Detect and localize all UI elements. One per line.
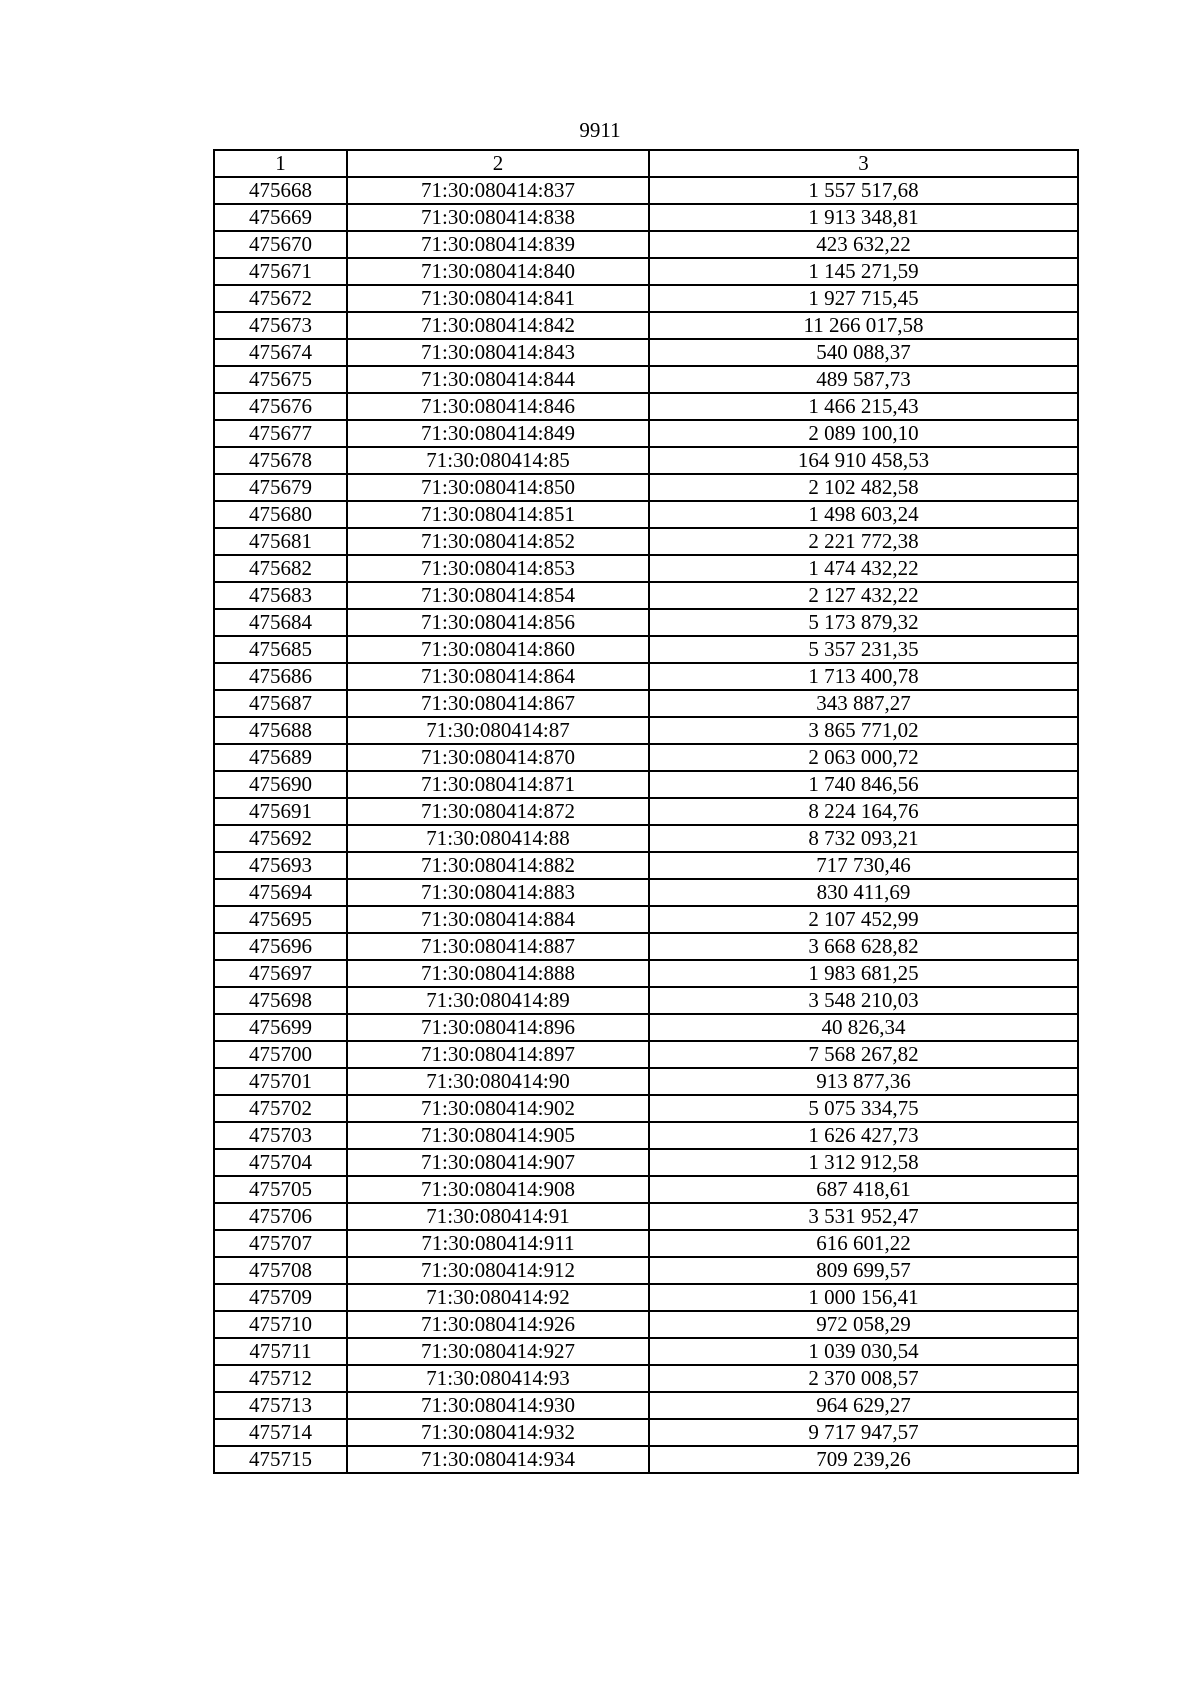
cadastral-number-cell: 71:30:080414:864 [347, 663, 649, 690]
value-cell: 5 173 879,32 [649, 609, 1078, 636]
row-number-cell: 475700 [214, 1041, 347, 1068]
cadastral-number-cell: 71:30:080414:872 [347, 798, 649, 825]
table-row [214, 1149, 1078, 1176]
row-number-cell: 475694 [214, 879, 347, 906]
row-number-cell: 475706 [214, 1203, 347, 1230]
row-number-cell: 475680 [214, 501, 347, 528]
table-row [214, 501, 1078, 528]
table-row [214, 393, 1078, 420]
value-cell: 8 732 093,21 [649, 825, 1078, 852]
value-cell: 5 075 334,75 [649, 1095, 1078, 1122]
table-row [214, 798, 1078, 825]
table-row [214, 1230, 1078, 1257]
table-row [214, 744, 1078, 771]
table-row [214, 582, 1078, 609]
table-row [214, 825, 1078, 852]
row-number-cell: 475693 [214, 852, 347, 879]
row-number-cell: 475695 [214, 906, 347, 933]
cadastral-number-cell: 71:30:080414:871 [347, 771, 649, 798]
value-cell: 687 418,61 [649, 1176, 1078, 1203]
table-row [214, 1122, 1078, 1149]
row-number-cell: 475710 [214, 1311, 347, 1338]
row-number-cell: 475685 [214, 636, 347, 663]
value-cell: 2 127 432,22 [649, 582, 1078, 609]
row-number-cell: 475679 [214, 474, 347, 501]
table-row [214, 528, 1078, 555]
value-cell: 1 145 271,59 [649, 258, 1078, 285]
value-cell: 2 063 000,72 [649, 744, 1078, 771]
value-cell: 1 312 912,58 [649, 1149, 1078, 1176]
cadastral-number-cell: 71:30:080414:87 [347, 717, 649, 744]
value-cell: 717 730,46 [649, 852, 1078, 879]
table-row [214, 1284, 1078, 1311]
cadastral-number-cell: 71:30:080414:849 [347, 420, 649, 447]
row-number-cell: 475698 [214, 987, 347, 1014]
cadastral-number-cell: 71:30:080414:860 [347, 636, 649, 663]
value-cell: 2 221 772,38 [649, 528, 1078, 555]
value-cell: 164 910 458,53 [649, 447, 1078, 474]
cadastral-number-cell: 71:30:080414:837 [347, 177, 649, 204]
table-row [214, 474, 1078, 501]
row-number-cell: 475688 [214, 717, 347, 744]
table-row [214, 312, 1078, 339]
table-row [214, 258, 1078, 285]
table-row [214, 1419, 1078, 1446]
row-number-cell: 475671 [214, 258, 347, 285]
value-cell: 964 629,27 [649, 1392, 1078, 1419]
cadastral-number-cell: 71:30:080414:867 [347, 690, 649, 717]
cadastral-number-cell: 71:30:080414:93 [347, 1365, 649, 1392]
cadastral-number-cell: 71:30:080414:838 [347, 204, 649, 231]
cadastral-number-cell: 71:30:080414:926 [347, 1311, 649, 1338]
table-row [214, 852, 1078, 879]
table-row [214, 1068, 1078, 1095]
cadastral-number-cell: 71:30:080414:908 [347, 1176, 649, 1203]
row-number-cell: 475674 [214, 339, 347, 366]
table-row [214, 177, 1078, 204]
value-cell: 1 557 517,68 [649, 177, 1078, 204]
value-cell: 2 107 452,99 [649, 906, 1078, 933]
cadastral-number-cell: 71:30:080414:839 [347, 231, 649, 258]
cadastral-number-cell: 71:30:080414:88 [347, 825, 649, 852]
row-number-cell: 475705 [214, 1176, 347, 1203]
table-row [214, 609, 1078, 636]
value-cell: 1 740 846,56 [649, 771, 1078, 798]
row-number-cell: 475711 [214, 1338, 347, 1365]
table-row [214, 987, 1078, 1014]
value-cell: 1 713 400,78 [649, 663, 1078, 690]
cadastral-number-cell: 71:30:080414:912 [347, 1257, 649, 1284]
cadastral-number-cell: 71:30:080414:854 [347, 582, 649, 609]
row-number-cell: 475686 [214, 663, 347, 690]
row-number-cell: 475669 [214, 204, 347, 231]
cadastral-number-cell: 71:30:080414:905 [347, 1122, 649, 1149]
cadastral-number-cell: 71:30:080414:850 [347, 474, 649, 501]
page-number: 9911 [579, 118, 621, 142]
cadastral-number-cell: 71:30:080414:887 [347, 933, 649, 960]
table-row [214, 1041, 1078, 1068]
table-row [214, 447, 1078, 474]
value-cell: 1 039 030,54 [649, 1338, 1078, 1365]
cadastral-number-cell: 71:30:080414:851 [347, 501, 649, 528]
value-cell: 2 370 008,57 [649, 1365, 1078, 1392]
value-cell: 913 877,36 [649, 1068, 1078, 1095]
row-number-cell: 475715 [214, 1446, 347, 1473]
value-cell: 343 887,27 [649, 690, 1078, 717]
row-number-cell: 475697 [214, 960, 347, 987]
row-number-cell: 475703 [214, 1122, 347, 1149]
table-row [214, 420, 1078, 447]
row-number-cell: 475690 [214, 771, 347, 798]
table-row [214, 366, 1078, 393]
row-number-cell: 475702 [214, 1095, 347, 1122]
cadastral-number-cell: 71:30:080414:853 [347, 555, 649, 582]
value-cell: 3 531 952,47 [649, 1203, 1078, 1230]
row-number-cell: 475708 [214, 1257, 347, 1284]
row-number-cell: 475678 [214, 447, 347, 474]
cadastral-number-cell: 71:30:080414:844 [347, 366, 649, 393]
table-row [214, 879, 1078, 906]
value-cell: 1 000 156,41 [649, 1284, 1078, 1311]
row-number-cell: 475707 [214, 1230, 347, 1257]
cadastral-number-cell: 71:30:080414:927 [347, 1338, 649, 1365]
table-row [214, 285, 1078, 312]
value-cell: 423 632,22 [649, 231, 1078, 258]
value-cell: 2 089 100,10 [649, 420, 1078, 447]
value-cell: 1 474 432,22 [649, 555, 1078, 582]
row-number-cell: 475713 [214, 1392, 347, 1419]
column-header: 1 [214, 150, 347, 177]
value-cell: 1 626 427,73 [649, 1122, 1078, 1149]
table-row [214, 1095, 1078, 1122]
cadastral-number-cell: 71:30:080414:897 [347, 1041, 649, 1068]
value-cell: 616 601,22 [649, 1230, 1078, 1257]
table-row [214, 1014, 1078, 1041]
value-cell: 972 058,29 [649, 1311, 1078, 1338]
row-number-cell: 475673 [214, 312, 347, 339]
value-cell: 3 865 771,02 [649, 717, 1078, 744]
cadastral-number-cell: 71:30:080414:89 [347, 987, 649, 1014]
value-cell: 489 587,73 [649, 366, 1078, 393]
row-number-cell: 475675 [214, 366, 347, 393]
cadastral-number-cell: 71:30:080414:896 [347, 1014, 649, 1041]
table-row [214, 1257, 1078, 1284]
row-number-cell: 475676 [214, 393, 347, 420]
table-body [214, 150, 1078, 1473]
value-cell: 40 826,34 [649, 1014, 1078, 1041]
value-cell: 1 983 681,25 [649, 960, 1078, 987]
row-number-cell: 475677 [214, 420, 347, 447]
row-number-cell: 475709 [214, 1284, 347, 1311]
value-cell: 7 568 267,82 [649, 1041, 1078, 1068]
cadastral-number-cell: 71:30:080414:852 [347, 528, 649, 555]
row-number-cell: 475691 [214, 798, 347, 825]
cadastral-number-cell: 71:30:080414:884 [347, 906, 649, 933]
row-number-cell: 475687 [214, 690, 347, 717]
table-row [214, 933, 1078, 960]
value-cell: 1 927 715,45 [649, 285, 1078, 312]
value-cell: 830 411,69 [649, 879, 1078, 906]
row-number-cell: 475704 [214, 1149, 347, 1176]
row-number-cell: 475683 [214, 582, 347, 609]
row-number-cell: 475692 [214, 825, 347, 852]
cadastral-number-cell: 71:30:080414:870 [347, 744, 649, 771]
value-cell: 709 239,26 [649, 1446, 1078, 1473]
row-number-cell: 475699 [214, 1014, 347, 1041]
cadastral-number-cell: 71:30:080414:856 [347, 609, 649, 636]
cadastral-number-cell: 71:30:080414:882 [347, 852, 649, 879]
row-number-cell: 475684 [214, 609, 347, 636]
table-row [214, 555, 1078, 582]
column-header: 2 [347, 150, 649, 177]
row-number-cell: 475696 [214, 933, 347, 960]
value-cell: 1 498 603,24 [649, 501, 1078, 528]
row-number-cell: 475670 [214, 231, 347, 258]
cadastral-number-cell: 71:30:080414:843 [347, 339, 649, 366]
table-row [214, 663, 1078, 690]
row-number-cell: 475712 [214, 1365, 347, 1392]
cadastral-number-cell: 71:30:080414:91 [347, 1203, 649, 1230]
value-cell: 11 266 017,58 [649, 312, 1078, 339]
table-row [214, 690, 1078, 717]
cadastral-number-cell: 71:30:080414:934 [347, 1446, 649, 1473]
cadastral-number-cell: 71:30:080414:841 [347, 285, 649, 312]
table-row [214, 204, 1078, 231]
cadastral-number-cell: 71:30:080414:90 [347, 1068, 649, 1095]
row-number-cell: 475689 [214, 744, 347, 771]
value-cell: 1 913 348,81 [649, 204, 1078, 231]
table-row [214, 771, 1078, 798]
value-cell: 1 466 215,43 [649, 393, 1078, 420]
data-table [213, 149, 1079, 1474]
table-row [214, 1446, 1078, 1473]
value-cell: 5 357 231,35 [649, 636, 1078, 663]
row-number-cell: 475714 [214, 1419, 347, 1446]
value-cell: 2 102 482,58 [649, 474, 1078, 501]
cadastral-number-cell: 71:30:080414:846 [347, 393, 649, 420]
cadastral-number-cell: 71:30:080414:92 [347, 1284, 649, 1311]
cadastral-number-cell: 71:30:080414:842 [347, 312, 649, 339]
table-row [214, 1392, 1078, 1419]
value-cell: 8 224 164,76 [649, 798, 1078, 825]
table-row [214, 1203, 1078, 1230]
table-row [214, 717, 1078, 744]
value-cell: 3 668 628,82 [649, 933, 1078, 960]
row-number-cell: 475681 [214, 528, 347, 555]
cadastral-number-cell: 71:30:080414:840 [347, 258, 649, 285]
cadastral-number-cell: 71:30:080414:911 [347, 1230, 649, 1257]
cadastral-number-cell: 71:30:080414:902 [347, 1095, 649, 1122]
table-row [214, 339, 1078, 366]
table-row [214, 1311, 1078, 1338]
table-header-row [214, 150, 1078, 177]
cadastral-number-cell: 71:30:080414:932 [347, 1419, 649, 1446]
value-cell: 540 088,37 [649, 339, 1078, 366]
cadastral-number-cell: 71:30:080414:888 [347, 960, 649, 987]
table-row [214, 231, 1078, 258]
value-cell: 3 548 210,03 [649, 987, 1078, 1014]
row-number-cell: 475672 [214, 285, 347, 312]
row-number-cell: 475701 [214, 1068, 347, 1095]
cadastral-number-cell: 71:30:080414:883 [347, 879, 649, 906]
row-number-cell: 475668 [214, 177, 347, 204]
cadastral-number-cell: 71:30:080414:907 [347, 1149, 649, 1176]
column-header: 3 [649, 150, 1078, 177]
row-number-cell: 475682 [214, 555, 347, 582]
cadastral-number-cell: 71:30:080414:85 [347, 447, 649, 474]
value-cell: 9 717 947,57 [649, 1419, 1078, 1446]
cadastral-number-cell: 71:30:080414:930 [347, 1392, 649, 1419]
table-row [214, 636, 1078, 663]
table-row [214, 1338, 1078, 1365]
table-row [214, 1365, 1078, 1392]
value-cell: 809 699,57 [649, 1257, 1078, 1284]
table-row [214, 1176, 1078, 1203]
table-row [214, 906, 1078, 933]
table-row [214, 960, 1078, 987]
